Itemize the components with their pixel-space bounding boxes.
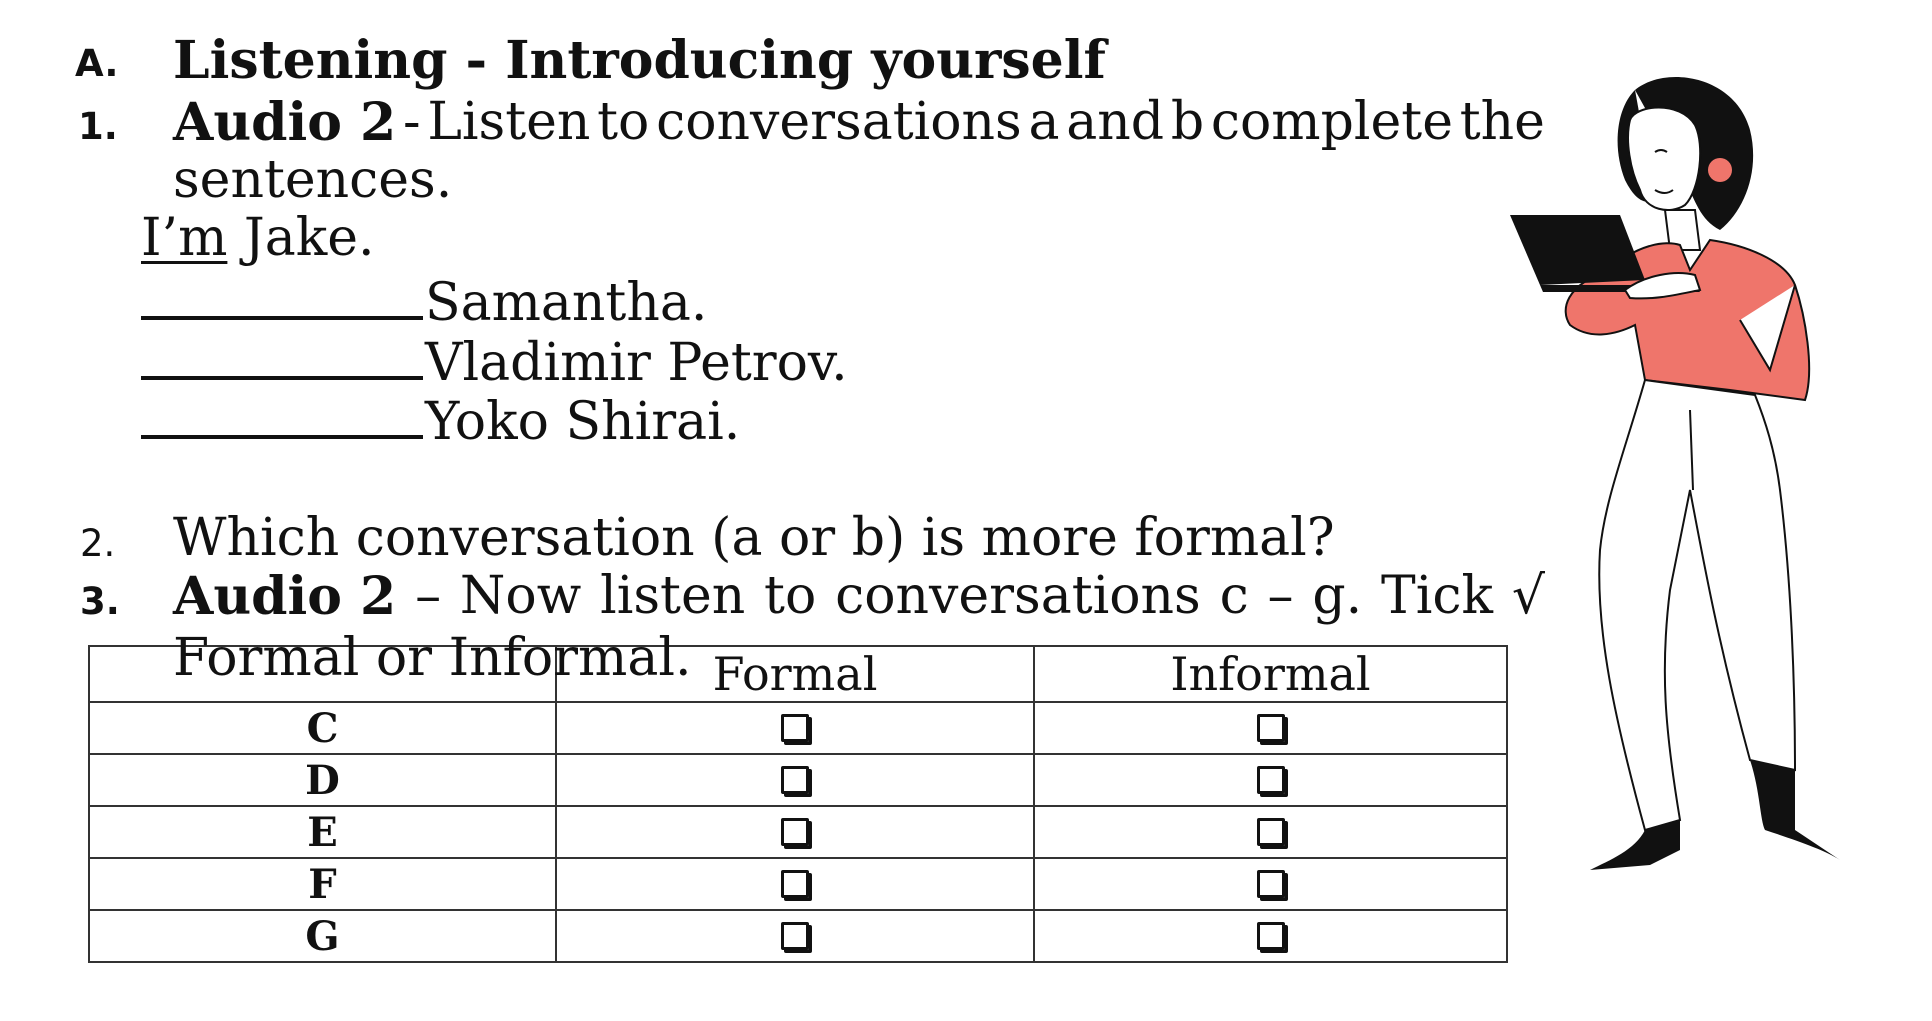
blank-sentence	[141, 328, 848, 393]
q1-word: conversations	[656, 92, 1022, 152]
q3-word: to	[764, 566, 817, 626]
formal-cell	[556, 910, 1034, 962]
q3-line2: Formal or Informal.	[173, 628, 692, 688]
informal-cell	[1034, 702, 1507, 754]
q1-word: a	[1028, 92, 1060, 152]
q3-word: conversations	[835, 566, 1201, 626]
checkbox-icon[interactable]	[781, 870, 809, 898]
q1-word: Listen	[427, 92, 591, 152]
check-mark: √	[1511, 566, 1545, 626]
checkbox-icon[interactable]	[781, 714, 809, 742]
q1-word: to	[597, 92, 650, 152]
row-label: C	[89, 702, 556, 754]
answer-blank[interactable]	[141, 268, 423, 320]
example-answer: I’m	[141, 208, 228, 268]
header-formal: Formal	[556, 646, 1034, 702]
row-label: F	[89, 858, 556, 910]
formal-cell	[556, 754, 1034, 806]
q3-word: g.	[1312, 566, 1363, 626]
informal-cell	[1034, 910, 1507, 962]
checkbox-icon[interactable]	[781, 818, 809, 846]
q1-word: the	[1459, 92, 1545, 152]
q1-word: complete	[1210, 92, 1453, 152]
table-row	[89, 806, 1507, 858]
q3-word: –	[1267, 566, 1294, 626]
q3-word: c	[1219, 566, 1249, 626]
q3-word: listen	[600, 566, 746, 626]
informal-cell	[1034, 858, 1507, 910]
formal-cell	[556, 858, 1034, 910]
q1-instruction	[173, 92, 1545, 153]
formality-table	[88, 645, 1508, 963]
checkbox-icon[interactable]	[1257, 714, 1285, 742]
table-row	[89, 910, 1507, 962]
section-title: Listening - Introducing yourself	[173, 30, 1106, 91]
section-marker: A.	[75, 42, 119, 85]
blank-sentence	[141, 268, 707, 333]
answer-blank[interactable]	[141, 387, 423, 439]
row-label: G	[89, 910, 556, 962]
q3-lead: Audio 2	[173, 566, 397, 627]
q3-word: Now	[459, 566, 582, 626]
row-label: D	[89, 754, 556, 806]
answer-blank[interactable]	[141, 328, 423, 380]
table-row	[89, 702, 1507, 754]
informal-cell	[1034, 806, 1507, 858]
q3-word: Tick	[1381, 566, 1493, 626]
q2-text: Which conversation (a or b) is more formal?	[173, 508, 1335, 568]
table-row	[89, 754, 1507, 806]
formal-cell	[556, 702, 1034, 754]
q1-word: -	[403, 92, 421, 152]
formal-cell	[556, 806, 1034, 858]
blank-text: Yoko Shirai.	[425, 392, 741, 452]
q1-lead: Audio 2	[173, 92, 397, 153]
blank-text: Vladimir Petrov.	[425, 333, 848, 393]
checkbox-icon[interactable]	[1257, 870, 1285, 898]
checkbox-icon[interactable]	[1257, 922, 1285, 950]
checkbox-icon[interactable]	[1257, 766, 1285, 794]
checkbox-icon[interactable]	[1257, 818, 1285, 846]
checkbox-icon[interactable]	[781, 766, 809, 794]
informal-cell	[1034, 754, 1507, 806]
q1-word: b	[1170, 92, 1205, 152]
blank-sentence	[141, 387, 740, 452]
woman-with-laptop-illustration	[1495, 70, 1915, 970]
q1-line2: sentences.	[173, 150, 453, 210]
checkbox-icon[interactable]	[781, 922, 809, 950]
q2-marker: 2.	[80, 522, 116, 565]
q1-marker: 1.	[78, 105, 118, 148]
row-label: E	[89, 806, 556, 858]
q3-word: –	[415, 566, 442, 626]
blank-text: Samantha.	[425, 273, 708, 333]
example-sentence	[141, 208, 375, 268]
header-informal: Informal	[1034, 646, 1507, 702]
q3-instruction	[173, 566, 1545, 627]
q3-marker: 3.	[80, 580, 120, 623]
q1-word: and	[1066, 92, 1165, 152]
table-row	[89, 858, 1507, 910]
example-text: Jake.	[227, 208, 375, 268]
